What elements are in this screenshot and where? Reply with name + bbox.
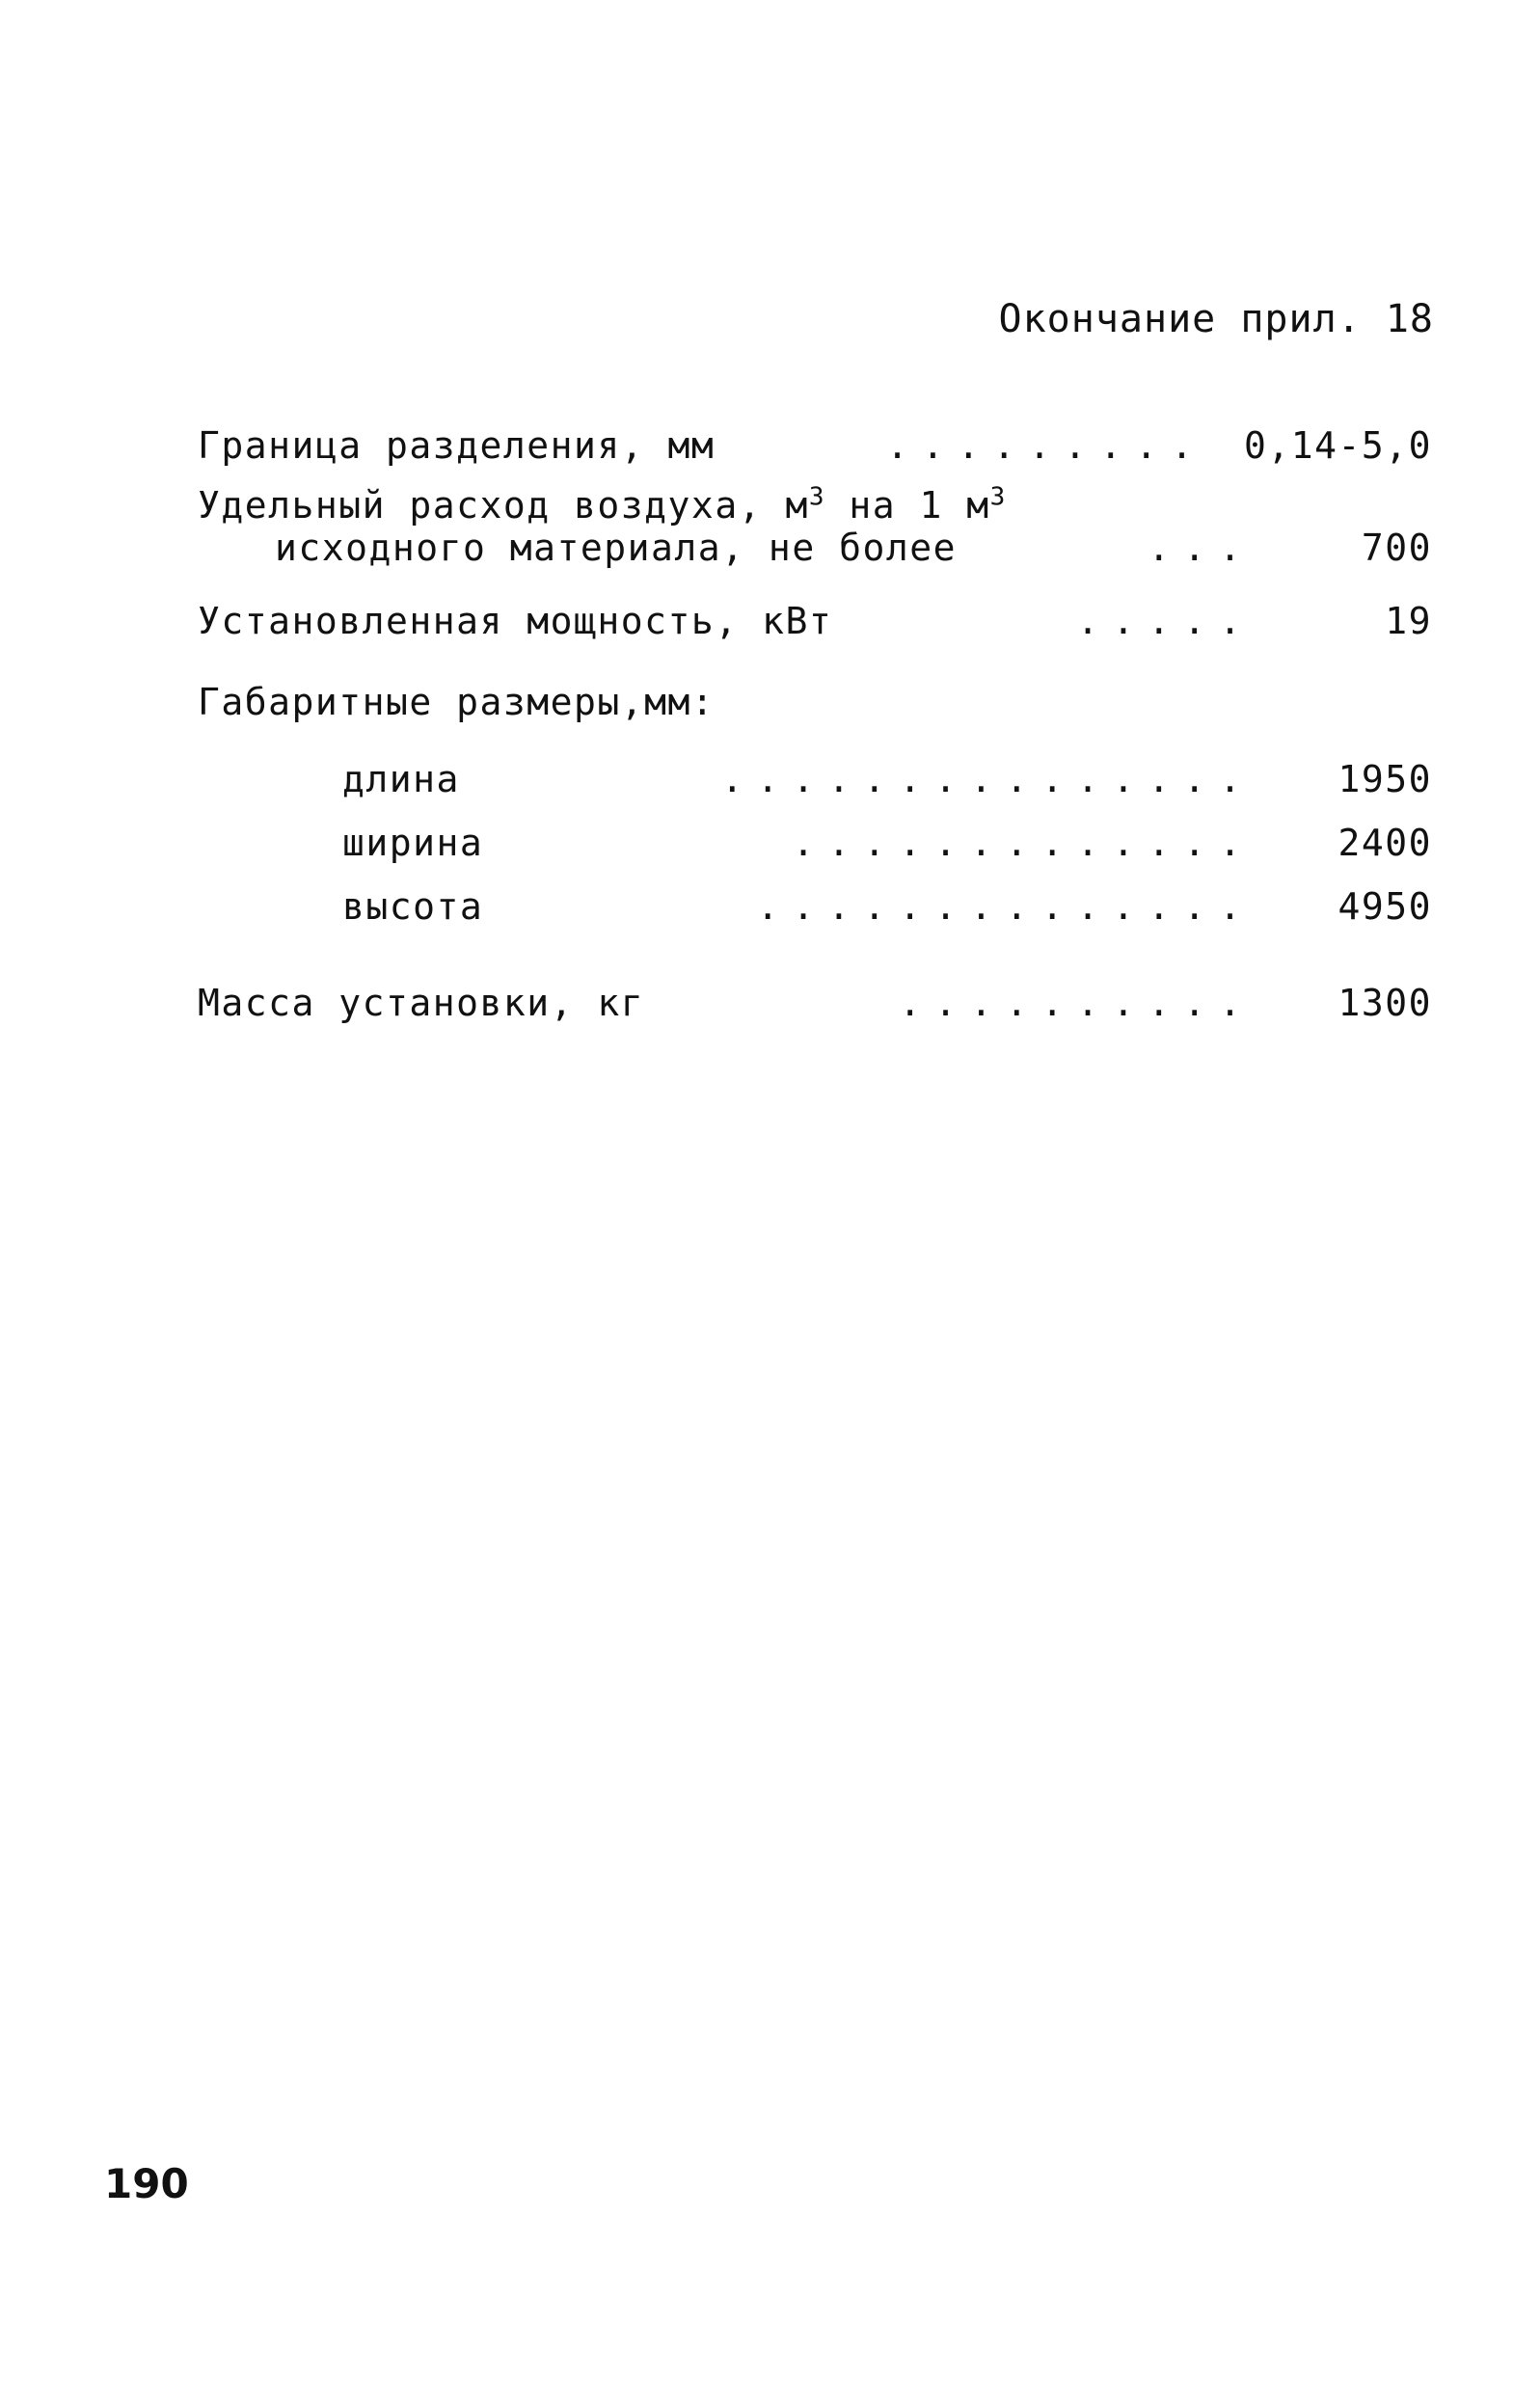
dot-leader: ............... [720,758,1255,800]
spec-label: Граница разделения, мм [198,424,716,467]
continuation-note: Окончание прил. 18 [998,297,1434,341]
spec-value: 4950 [1337,885,1432,928]
spec-row-length [198,758,1432,800]
spec-value: 19 [1385,600,1432,642]
spec-label-part: на 1 м [824,484,990,527]
spec-label-part: Удельный расход воздуха, м [198,484,809,527]
spec-row-width [198,822,1432,864]
spec-row-height [198,885,1432,928]
spec-value: 2400 [1337,822,1432,864]
spec-value: 0,14-5,0 [1243,424,1432,467]
spec-label: Установленная мощность, кВт [198,600,833,642]
spec-label: высота [342,885,484,928]
spec-row-mass [198,982,1432,1024]
spec-label: исходного материала, не более [275,527,957,569]
dot-leader: ..... [1076,600,1255,642]
spec-label: длина [342,758,460,800]
spec-label: Масса установки, кг [198,982,645,1024]
dot-leader: ......... [886,424,1206,467]
page-number: 190 [104,2160,189,2207]
spec-row-air-consumption-line1 [198,484,1432,527]
dot-leader: .............. [756,885,1255,928]
superscript: 3 [808,482,825,512]
superscript: 3 [989,482,1007,512]
spec-row-air-consumption-line2 [198,527,1432,569]
spec-value: 700 [1361,527,1432,569]
dimensions-heading: Габаритные размеры,мм: [198,681,716,723]
spec-value: 1300 [1337,982,1432,1024]
spec-row-separation-boundary [198,424,1432,467]
spec-list [198,424,1432,1024]
spec-label: ширина [342,822,484,864]
spec-value: 1950 [1337,758,1432,800]
spec-row-installed-power [198,600,1432,642]
dot-leader: .......... [899,982,1255,1024]
dot-leader: ............. [792,822,1255,864]
dot-leader: ... [1148,527,1255,569]
